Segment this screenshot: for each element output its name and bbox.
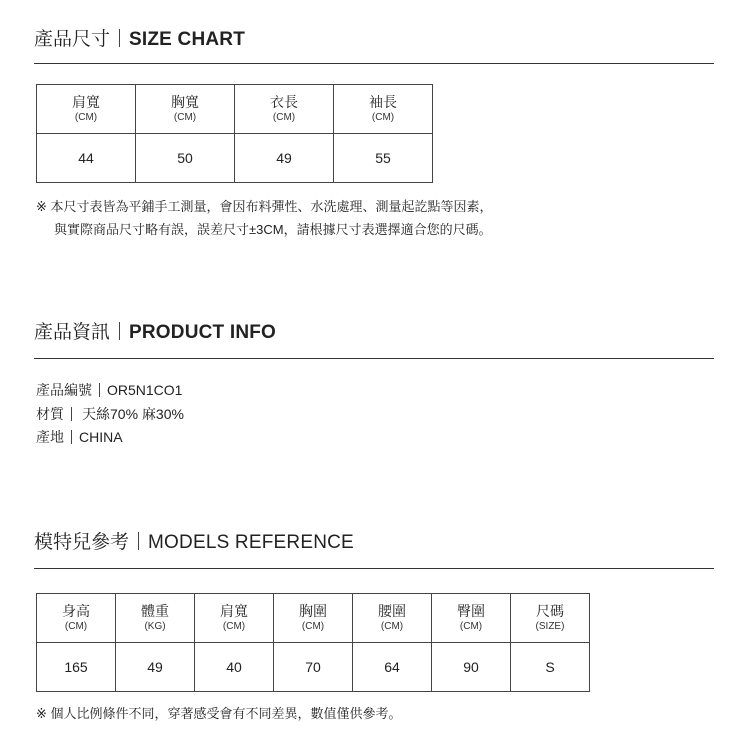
info-divider (99, 383, 100, 397)
header-label: 胸寬 (171, 93, 199, 110)
info-divider (71, 407, 72, 421)
header-cell-waist (353, 594, 432, 643)
header-label: 袖長 (369, 93, 397, 110)
header-unit: (CM) (222, 620, 246, 632)
section-divider (34, 358, 714, 359)
size-chart-value-row (37, 134, 433, 183)
header-label: 肩寬 (72, 93, 100, 110)
size-chart-title (34, 28, 245, 52)
size-note-line-2: 與實際商品尺寸略有誤，誤差尺寸±3CM，請根據尺寸表選擇適合您的尺碼。 (54, 222, 492, 237)
header-unit: (CM) (301, 620, 325, 632)
header-cell-weight (116, 594, 195, 643)
value-cell-bust: 70 (274, 643, 353, 692)
product-info-title (34, 321, 276, 345)
value-cell-shoulder: 44 (37, 134, 136, 183)
product-info-title-en: PRODUCT INFO (129, 322, 277, 343)
header-label: 尺碼 (536, 602, 564, 619)
size-chart-header-row (37, 85, 433, 134)
header-cell-height (37, 594, 116, 643)
header-unit: (SIZE) (535, 620, 565, 632)
header-label: 肩寬 (220, 602, 248, 619)
header-unit: (KG) (144, 620, 166, 632)
models-note: ※ 個人比例條件不同，穿著感受會有不同差異，數值僅供參考。 (36, 706, 402, 721)
header-cell-sleeve (334, 85, 433, 134)
size-chart-note (36, 195, 493, 241)
title-divider (119, 29, 120, 47)
info-value: OR5N1CO1 (107, 382, 183, 398)
title-divider (138, 532, 139, 550)
info-divider (71, 430, 72, 444)
section-divider (34, 568, 714, 569)
info-label: 產品編號 (36, 382, 92, 398)
header-unit: (CM) (173, 111, 197, 123)
header-cell-length (235, 85, 334, 134)
info-row-material (36, 403, 184, 427)
value-cell-waist: 64 (353, 643, 432, 692)
header-cell-shoulder (195, 594, 274, 643)
models-value-row (37, 643, 590, 692)
models-header-row (37, 594, 590, 643)
size-chart-title-en: SIZE CHART (129, 29, 246, 50)
models-reference-title-zh: 模特兒參考 (34, 532, 130, 553)
header-unit: (CM) (371, 111, 395, 123)
header-cell-chest (136, 85, 235, 134)
header-unit: (CM) (74, 111, 98, 123)
models-reference-title (34, 531, 354, 555)
product-info-title-zh: 產品資訊 (34, 322, 111, 343)
info-row-origin (36, 426, 184, 450)
header-unit: (CM) (459, 620, 483, 632)
header-unit: (CM) (64, 620, 88, 632)
header-unit: (CM) (272, 111, 296, 123)
size-note-line-1: ※ 本尺寸表皆為平鋪手工測量，會因布料彈性、水洗處理、測量起訖點等因素， (36, 199, 493, 214)
info-value: CHINA (79, 429, 123, 445)
header-label: 體重 (141, 602, 169, 619)
header-cell-shoulder (37, 85, 136, 134)
product-info-list (36, 379, 184, 450)
value-cell-weight: 49 (116, 643, 195, 692)
info-value: 天絲70% 麻30% (82, 405, 184, 422)
size-chart-table (36, 84, 433, 183)
models-reference-table (36, 593, 590, 692)
title-divider (119, 322, 120, 340)
header-label: 身高 (62, 602, 90, 619)
header-cell-bust (274, 594, 353, 643)
header-label: 臀圍 (457, 602, 485, 619)
value-cell-size: S (511, 643, 590, 692)
info-row-product-code (36, 379, 184, 403)
header-label: 腰圍 (378, 602, 406, 619)
size-chart-title-zh: 產品尺寸 (34, 29, 111, 50)
info-label: 產地 (36, 429, 64, 445)
value-cell-sleeve: 55 (334, 134, 433, 183)
value-cell-height: 165 (37, 643, 116, 692)
value-cell-chest: 50 (136, 134, 235, 183)
header-label: 胸圍 (299, 602, 327, 619)
header-cell-hip (432, 594, 511, 643)
value-cell-shoulder: 40 (195, 643, 274, 692)
section-divider (34, 63, 714, 64)
header-cell-size (511, 594, 590, 643)
header-unit: (CM) (380, 620, 404, 632)
value-cell-hip: 90 (432, 643, 511, 692)
models-reference-title-en: MODELS REFERENCE (148, 532, 354, 553)
header-label: 衣長 (270, 93, 298, 110)
value-cell-length: 49 (235, 134, 334, 183)
info-label: 材質 (36, 405, 64, 422)
